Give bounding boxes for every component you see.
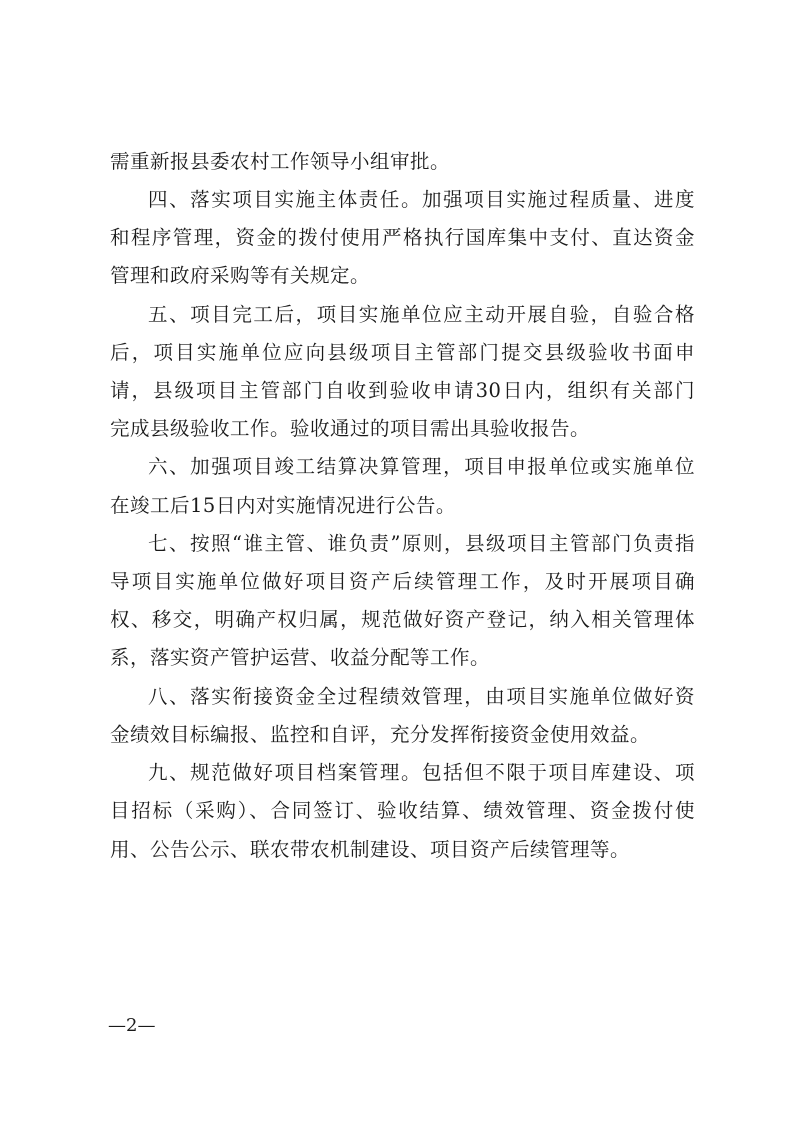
body-text-line: 管理和政府采购等有关规定。 — [110, 264, 371, 287]
body-text-line: 需重新报县委农村工作领导小组审批。 — [110, 150, 451, 173]
section-four-line: 四、落实项目实施主体责任。加强项目实施过程质量、进度 — [148, 188, 695, 211]
body-text-line: 权、移交，明确产权归属，规范做好资产登记，纳入相关管理体 — [110, 608, 695, 631]
section-nine-line: 九、规范做好项目档案管理。包括但不限于项目库建设、项 — [148, 761, 695, 784]
body-text-line: 用、公告公示、联农带农机制建设、项目资产后续管理等。 — [110, 838, 631, 861]
body-text-line: 和程序管理，资金的拨付使用严格执行国库集中支付、直达资金 — [110, 226, 695, 249]
section-seven-line: 七、按照“谁主管、谁负责”原则，县级项目主管部门负责指 — [148, 532, 695, 555]
body-text-line: 目招标（采购）、合同签订、验收结算、绩效管理、资金拨付使 — [110, 799, 695, 822]
body-text-line: 请，县级项目主管部门自收到验收申请30日内，组织有关部门 — [110, 379, 695, 402]
body-text-line: 系，落实资产管护运营、收益分配等工作。 — [110, 646, 491, 669]
body-text-line: 导项目实施单位做好项目资产后续管理工作，及时开展项目确 — [110, 570, 695, 593]
body-text-line: 后，项目实施单位应向县级项目主管部门提交县级验收书面申 — [110, 341, 695, 364]
body-text-line: 完成县级验收工作。验收通过的项目需出具验收报告。 — [110, 417, 591, 440]
body-text-line: 在竣工后15日内对实施情况进行公告。 — [110, 494, 456, 517]
section-six-line: 六、加强项目竣工结算决算管理，项目申报单位或实施单位 — [148, 455, 695, 478]
section-five-line: 五、项目完工后，项目实施单位应主动开展自验，自验合格 — [148, 303, 695, 326]
section-eight-line: 八、落实衔接资金全过程绩效管理，由项目实施单位做好资 — [148, 685, 695, 708]
page-number: —2— — [108, 1015, 156, 1036]
body-text-line: 金绩效目标编报、监控和自评，充分发挥衔接资金使用效益。 — [110, 723, 651, 746]
